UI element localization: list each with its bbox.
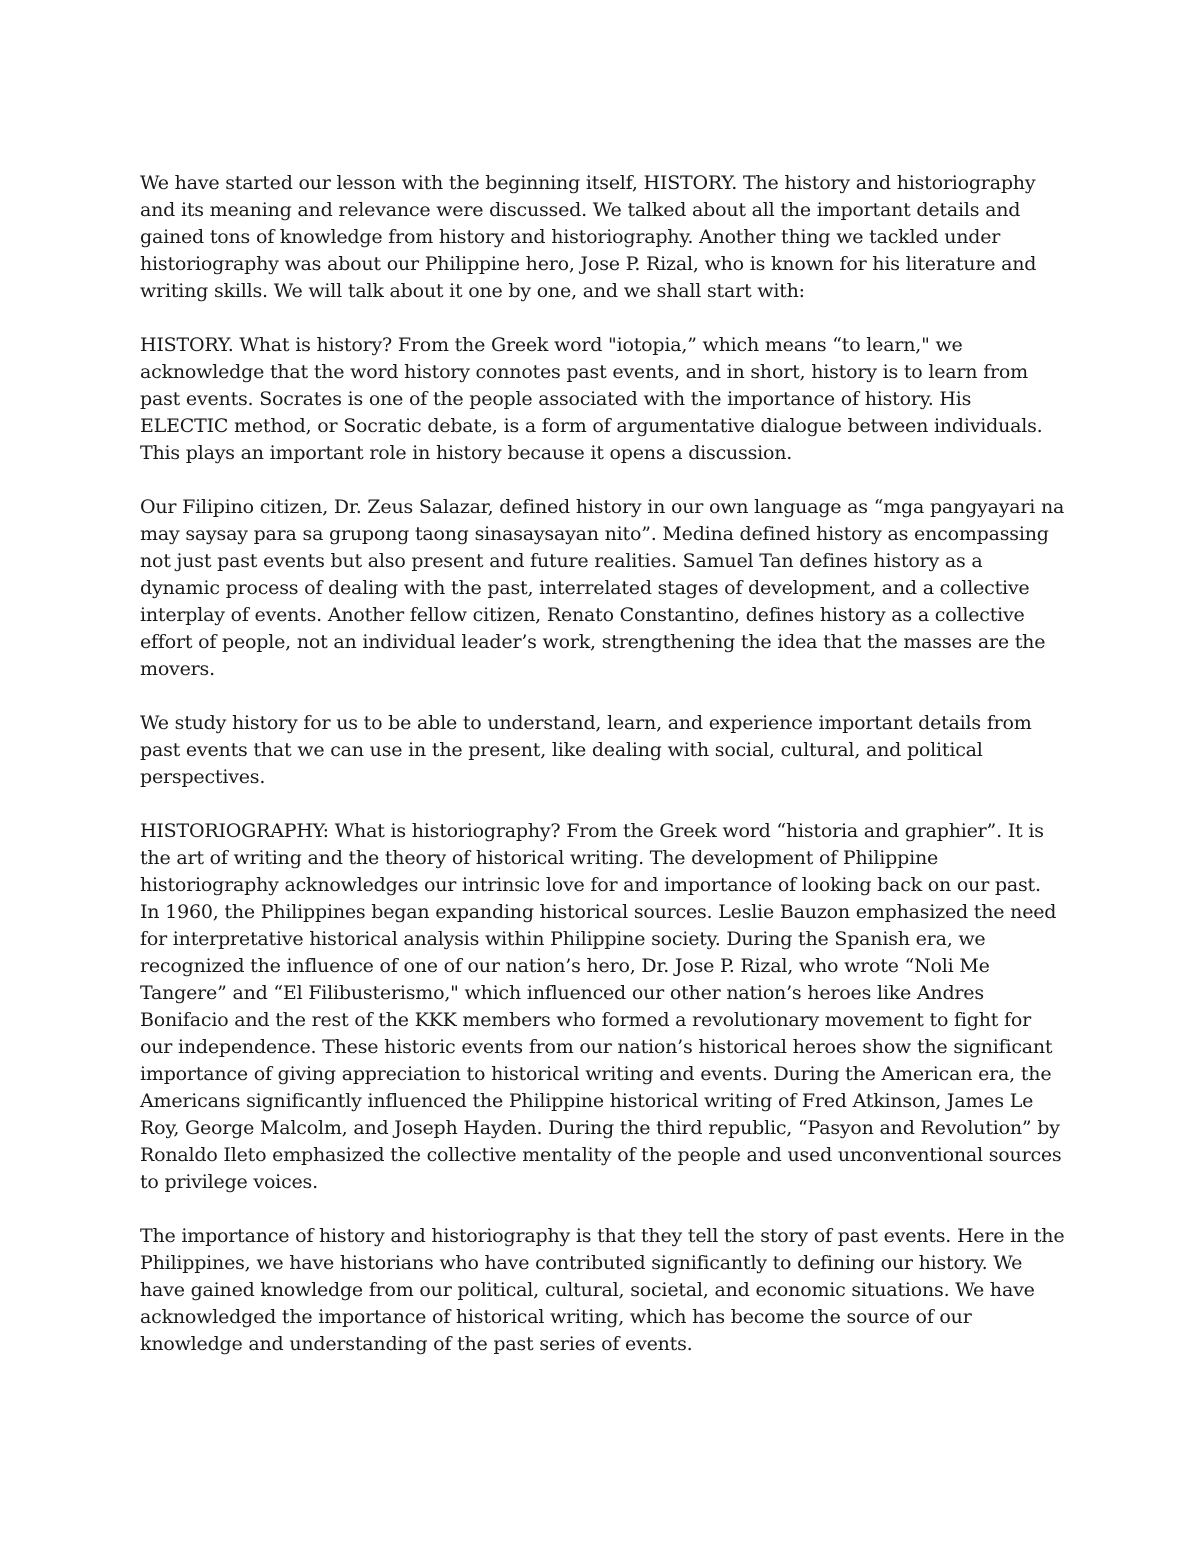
paragraph-why-study-history: We study history for us to be able to understand, learn, and experience important details from past events that we can use in the present, like dealing with social, cultural, and political perspectives.	[140, 712, 1032, 788]
document-body	[140, 170, 1065, 1385]
paragraph-importance: The importance of history and historiography is that they tell the story of past events. Here in the Philippines, we have historians who have contributed significantly to defining our history. We have gained knowledge from our political, cultural, societal, and economic situations. We have acknowledged the importance of historical writing, which has become the source of our knowledge and understanding of the past series of events.	[140, 1225, 1065, 1355]
paragraph-history: HISTORY. What is history? From the Greek word "iotopia,” which means “to learn," we acknowledge that the word history connotes past events, and in short, history is to learn from past events. Socrates is one of the people associated with the importance of history. His ELECTIC method, or Socratic debate, is a form of argumentative dialogue between individuals. This plays an important role in history because it opens a discussion.	[140, 334, 1043, 464]
paragraph-historiography: HISTORIOGRAPHY: What is historiography? From the Greek word “historia and graphier”. It is the art of writing and the theory of historical writing. The development of Philippine historiography acknowledges our intrinsic love for and importance of looking back on our past. In 1960, the Philippines began expanding historical sources. Leslie Bauzon emphasized the need for interpretative historical analysis within Philippine society. During the Spanish era, we recognized the influence of one of our nation’s hero, Dr. Jose P. Rizal, who wrote “Noli Me Tangere” and “El Filibusterismo," which influenced our other nation’s heroes like Andres Bonifacio and the rest of the KKK members who formed a revolutionary movement to fight for our independence. These historic events from our nation’s historical heroes show the significant importance of giving appreciation to historical writing and events. During the American era, the Americans significantly influenced the Philippine historical writing of Fred Atkinson, James Le Roy, George Malcolm, and Joseph Hayden. During the third republic, “Pasyon and Revolution” by Ronaldo Ileto emphasized the collective mentality of the people and used unconventional sources to privilege voices.	[140, 820, 1062, 1193]
paragraph-intro: We have started our lesson with the beginning itself, HISTORY. The history and historiography and its meaning and relevance were discussed. We talked about all the important details and gained tons of knowledge from history and historiography. Another thing we tackled under historiography was about our Philippine hero, Jose P. Rizal, who is known for his literature and writing skills. We will talk about it one by one, and we shall start with:	[140, 172, 1037, 302]
paragraph-filipino-definitions: Our Filipino citizen, Dr. Zeus Salazar, defined history in our own language as “mga pangyayari na may saysay para sa grupong taong sinasaysayan nito”. Medina defined history as encompassing not just past events but also present and future realities. Samuel Tan defines history as a dynamic process of dealing with the past, interrelated stages of development, and a collective interplay of events. Another fellow citizen, Renato Constantino, defines history as a collective effort of people, not an individual leader’s work, strengthening the idea that the masses are the movers.	[140, 496, 1065, 680]
